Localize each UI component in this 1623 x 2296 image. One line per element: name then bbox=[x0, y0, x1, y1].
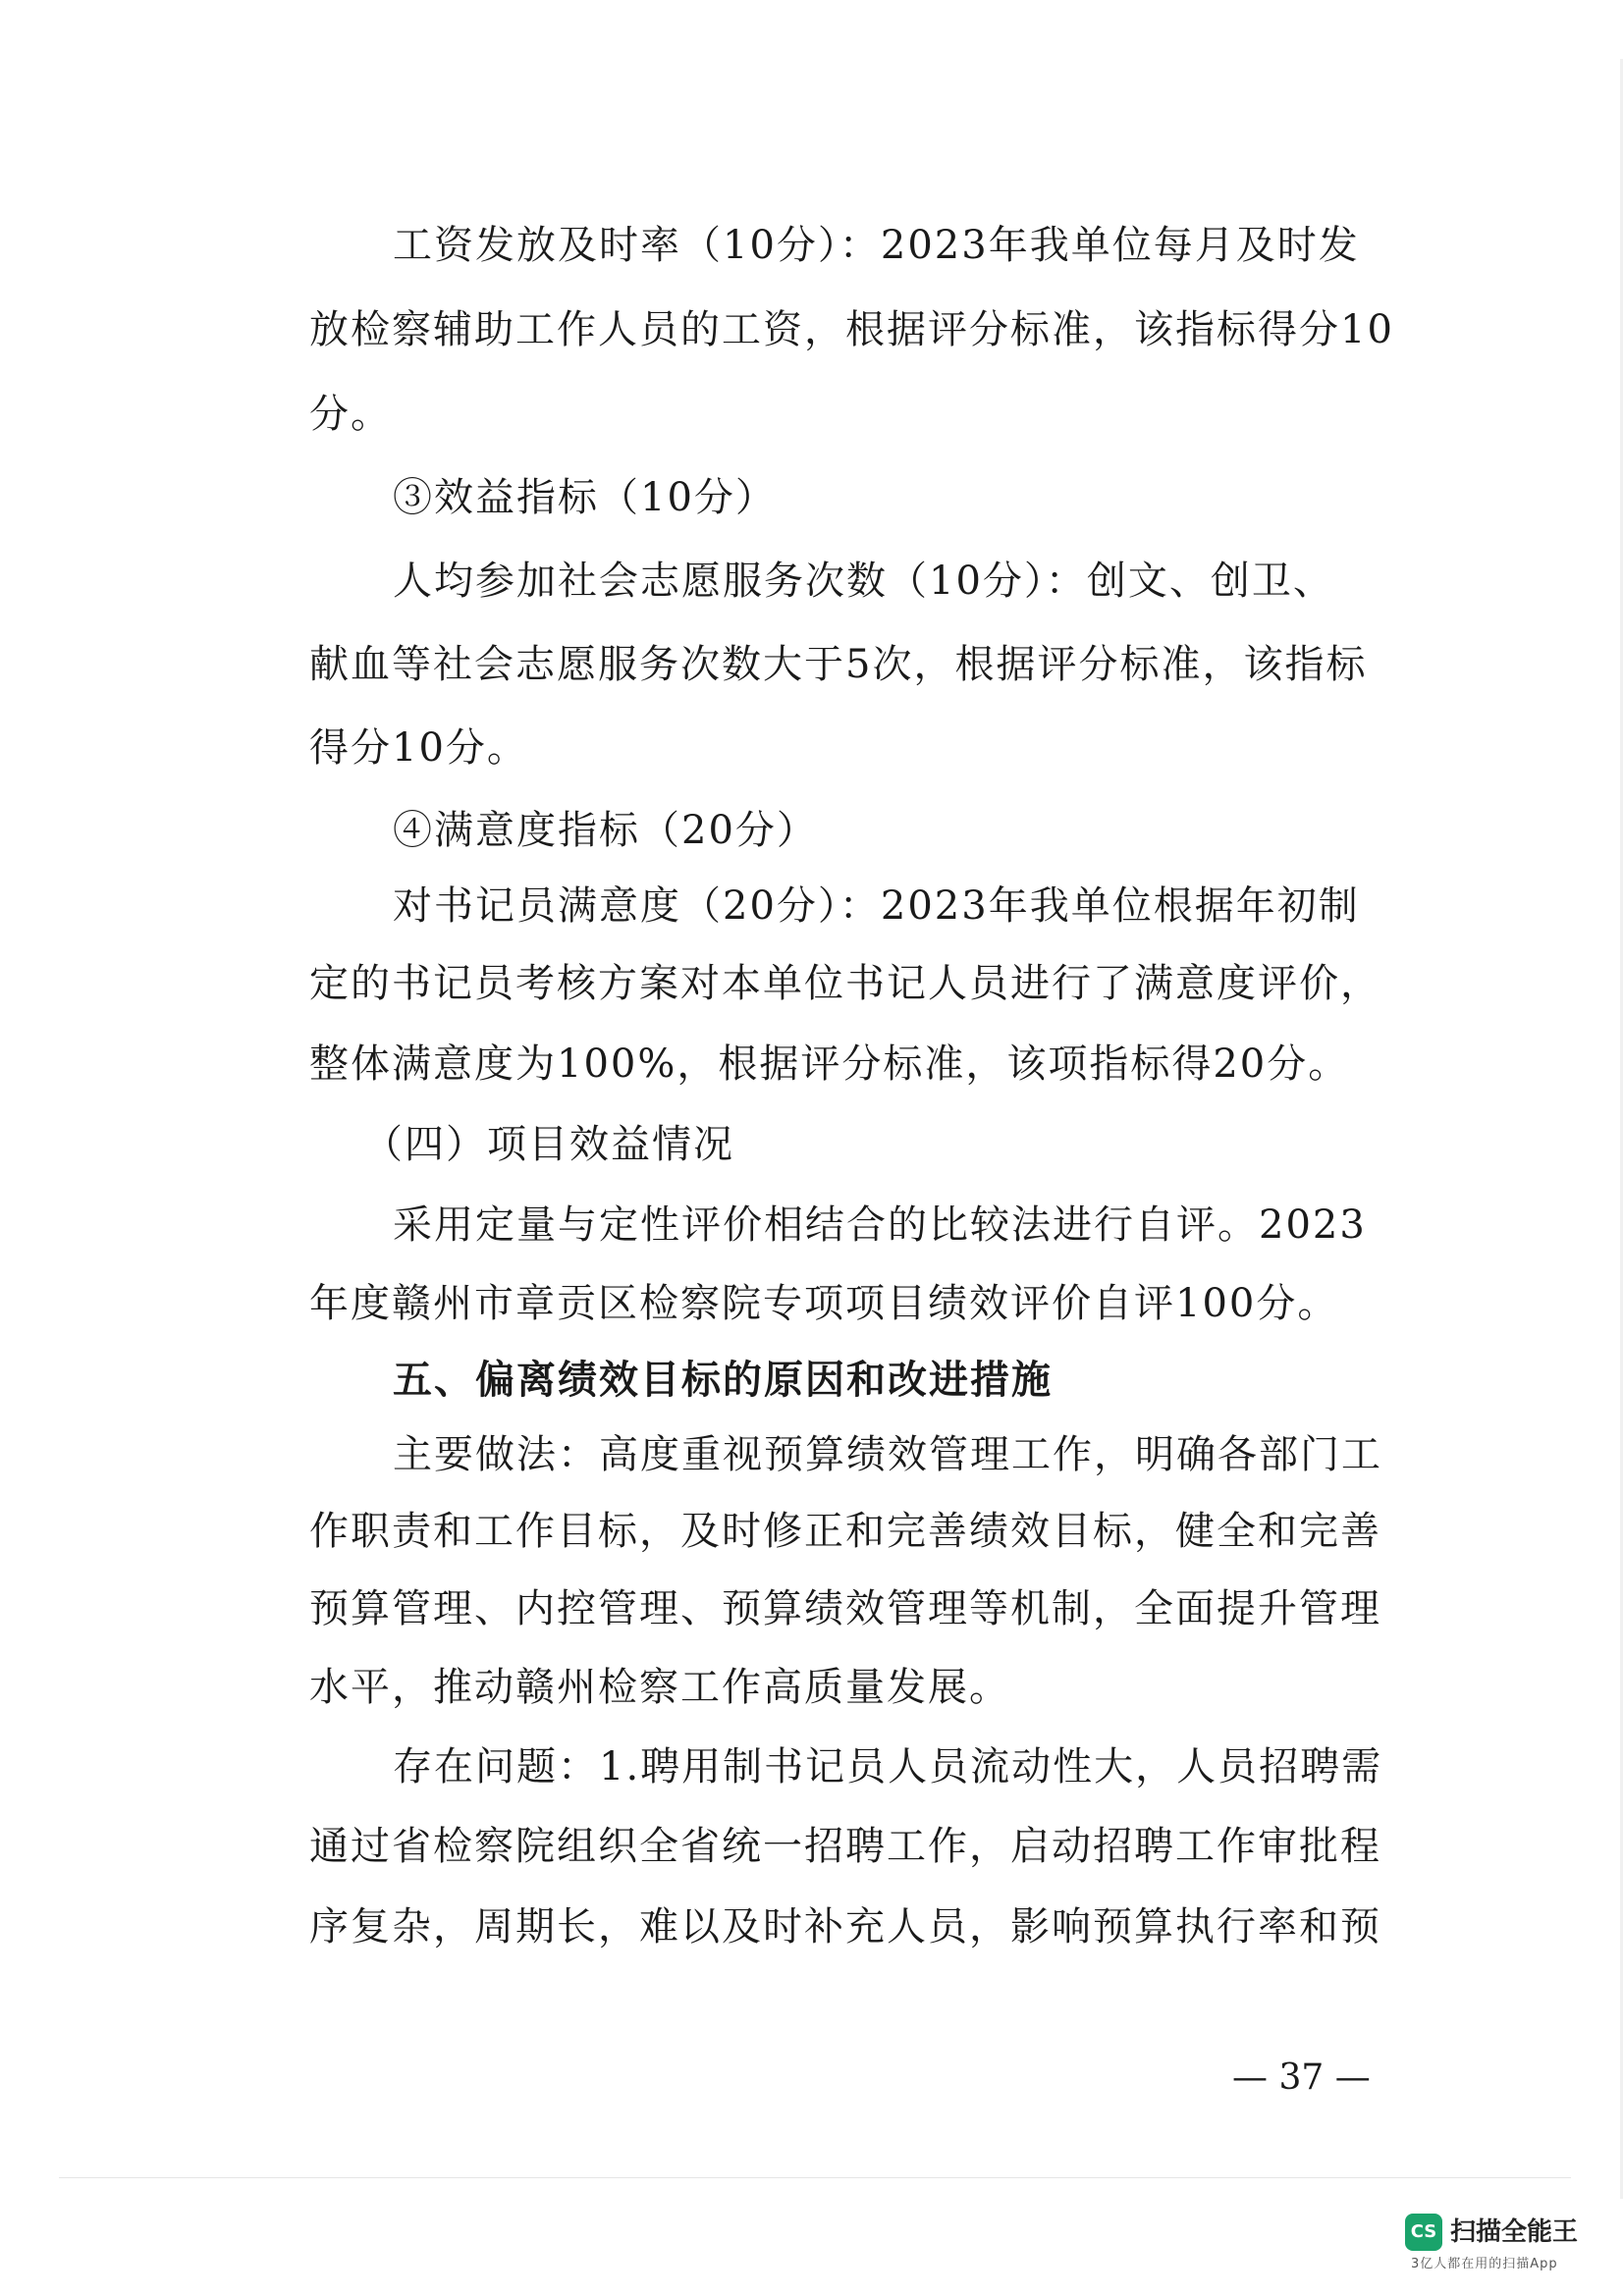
paragraph-line: 年度赣州市章贡区检察院专项项目绩效评价自评100分。 bbox=[309, 1281, 1339, 1326]
page-bottom-edge bbox=[59, 2177, 1571, 2178]
paragraph-line: 通过省检察院组织全省统一招聘工作，启动招聘工作审批程 bbox=[309, 1824, 1381, 1869]
paragraph-line: 采用定量与定性评价相结合的比较法进行自评。2023 bbox=[393, 1202, 1367, 1248]
paragraph-line: 人均参加社会志愿服务次数（10分）：创文、创卫、 bbox=[393, 559, 1334, 604]
paragraph-line: 工资发放及时率（10分）：2023年我单位每月及时发 bbox=[393, 223, 1360, 268]
page-number: — 37 — bbox=[1232, 2057, 1371, 2098]
section-heading: ③效益指标（10分） bbox=[393, 475, 777, 520]
paragraph-line: 得分10分。 bbox=[309, 725, 528, 771]
watermark-subtitle: 3亿人都在用的扫描App bbox=[1411, 2257, 1558, 2271]
camscanner-logo-icon: CS bbox=[1405, 2214, 1442, 2251]
paragraph-line: 水平，推动赣州检察工作高质量发展。 bbox=[309, 1665, 1010, 1710]
section-heading: （四）项目效益情况 bbox=[363, 1122, 734, 1167]
paragraph-line: 作职责和工作目标，及时修正和完善绩效目标，健全和完善 bbox=[309, 1509, 1381, 1554]
paragraph-line: 预算管理、内控管理、预算绩效管理等机制，全面提升管理 bbox=[309, 1586, 1381, 1631]
scanner-watermark bbox=[1405, 2214, 1601, 2274]
paragraph-line: 存在问题：1.聘用制书记员人员流动性大，人员招聘需 bbox=[393, 1744, 1383, 1789]
paragraph-line: 分。 bbox=[309, 392, 392, 437]
paragraph-line: 放检察辅助工作人员的工资，根据评分标准，该指标得分10 bbox=[309, 307, 1394, 352]
paragraph-line: 整体满意度为100%，根据评分标准，该项指标得20分。 bbox=[309, 1041, 1350, 1087]
paragraph-line: 主要做法：高度重视预算绩效管理工作，明确各部门工 bbox=[393, 1432, 1382, 1477]
paragraph-line: 定的书记员考核方案对本单位书记人员进行了满意度评价， bbox=[309, 961, 1381, 1006]
chapter-heading: 五、偏离绩效目标的原因和改进措施 bbox=[393, 1358, 1053, 1403]
section-heading: ④满意度指标（20分） bbox=[393, 808, 818, 853]
paragraph-line: 序复杂，周期长，难以及时补充人员，影响预算执行率和预 bbox=[309, 1904, 1381, 1949]
paragraph-line: 献血等社会志愿服务次数大于5次，根据评分标准，该指标 bbox=[309, 642, 1368, 687]
watermark-title: 扫描全能王 bbox=[1450, 2217, 1579, 2247]
paragraph-line: 对书记员满意度（20分）：2023年我单位根据年初制 bbox=[393, 883, 1360, 929]
